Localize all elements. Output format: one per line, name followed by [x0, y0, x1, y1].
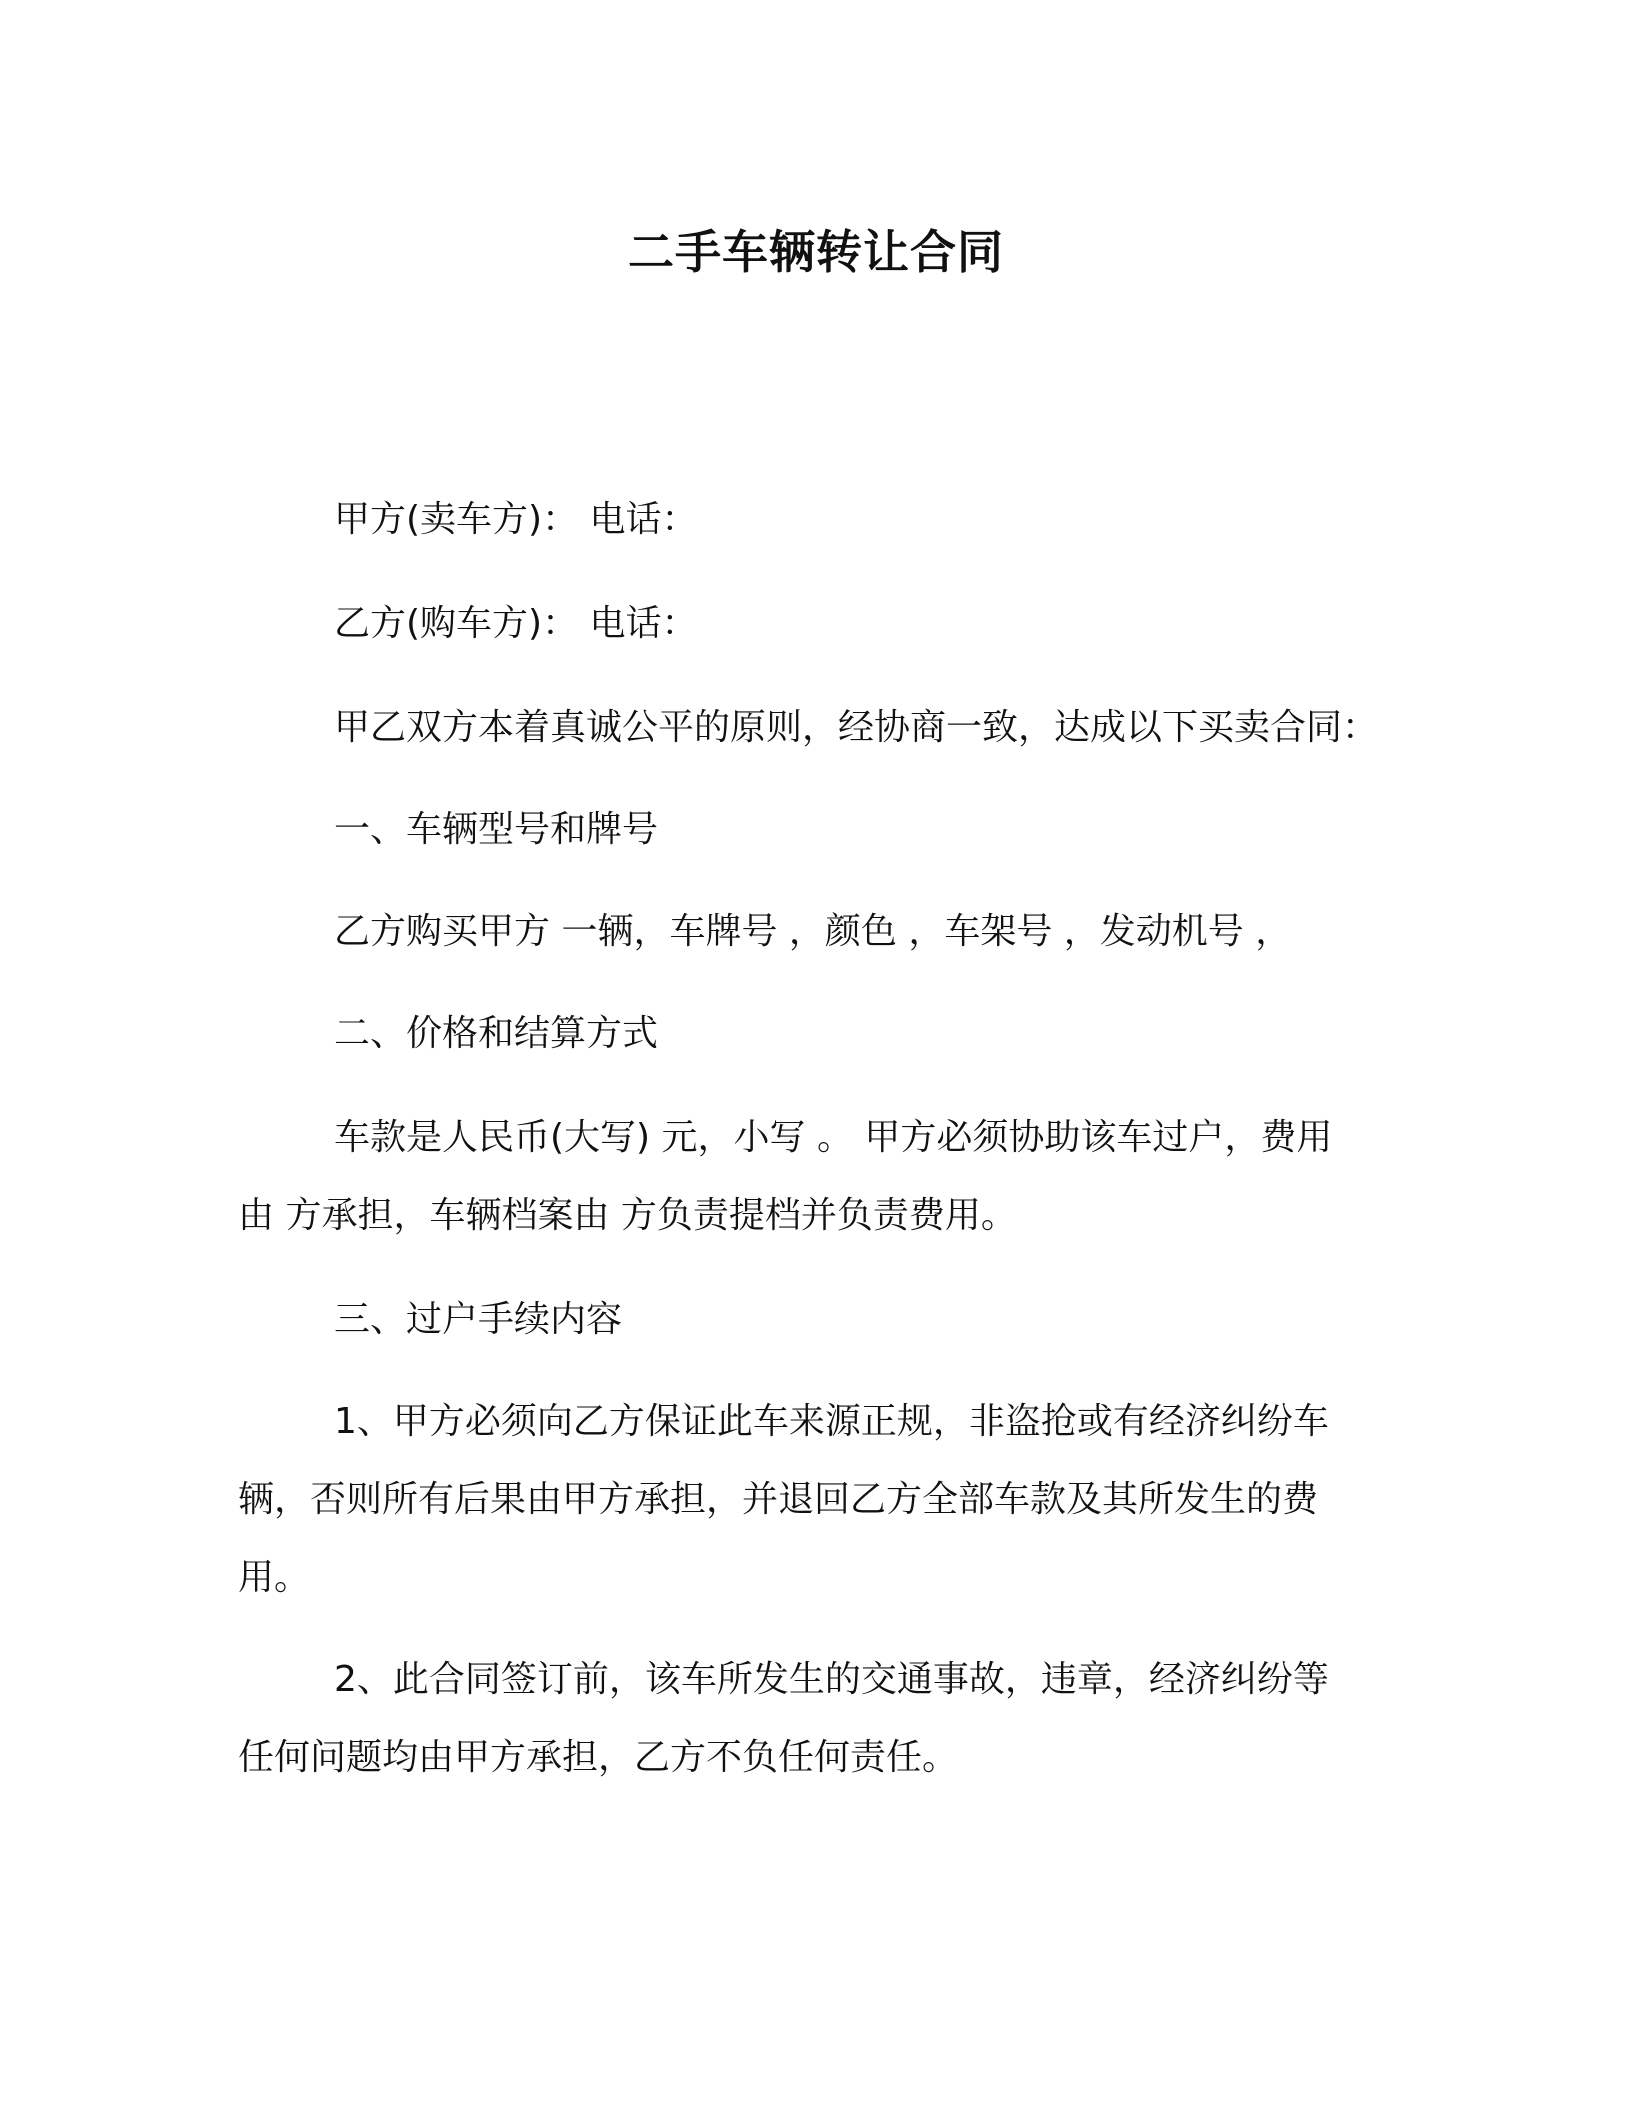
- price-paragraph-line-2: 由 方承担，车辆档案由 方负责提档并负责费用。: [238, 1195, 1017, 1236]
- section-3-heading: 三、过户手续内容: [334, 1299, 623, 1340]
- agreement-intro: 甲乙双方本着真诚公平的原则，经协商一致，达成以下买卖合同：: [334, 707, 1379, 748]
- clause-2-line-1: 2、此合同签订前，该车所发生的交通事故，违章，经济纠纷等: [334, 1659, 1329, 1700]
- document-title: 二手车辆转让合同: [628, 225, 1004, 279]
- clause-1-line-2: 辆，否则所有后果由甲方承担，并退回乙方全部车款及其所发生的费: [238, 1479, 1319, 1520]
- price-paragraph-line-1: 车款是人民币(大写) 元，小写 。 甲方必须协助该车过户，费用: [334, 1117, 1333, 1158]
- section-2-heading: 二、价格和结算方式: [334, 1013, 659, 1054]
- clause-1-line-3: 用。: [238, 1557, 311, 1598]
- clause-2-line-2: 任何问题均由甲方承担，乙方不负任何责任。: [238, 1737, 959, 1778]
- section-1-heading: 一、车辆型号和牌号: [334, 809, 659, 850]
- vehicle-details-line: 乙方购买甲方 一辆，车牌号 ，颜色 ，车架号 ，发动机号 ，: [334, 911, 1292, 952]
- clause-1-line-1: 1、甲方必须向乙方保证此车来源正规，非盗抢或有经济纠纷车: [334, 1401, 1329, 1442]
- party-a-line: 甲方(卖车方)： 电话：: [334, 499, 698, 540]
- party-b-line: 乙方(购车方)： 电话：: [334, 603, 698, 644]
